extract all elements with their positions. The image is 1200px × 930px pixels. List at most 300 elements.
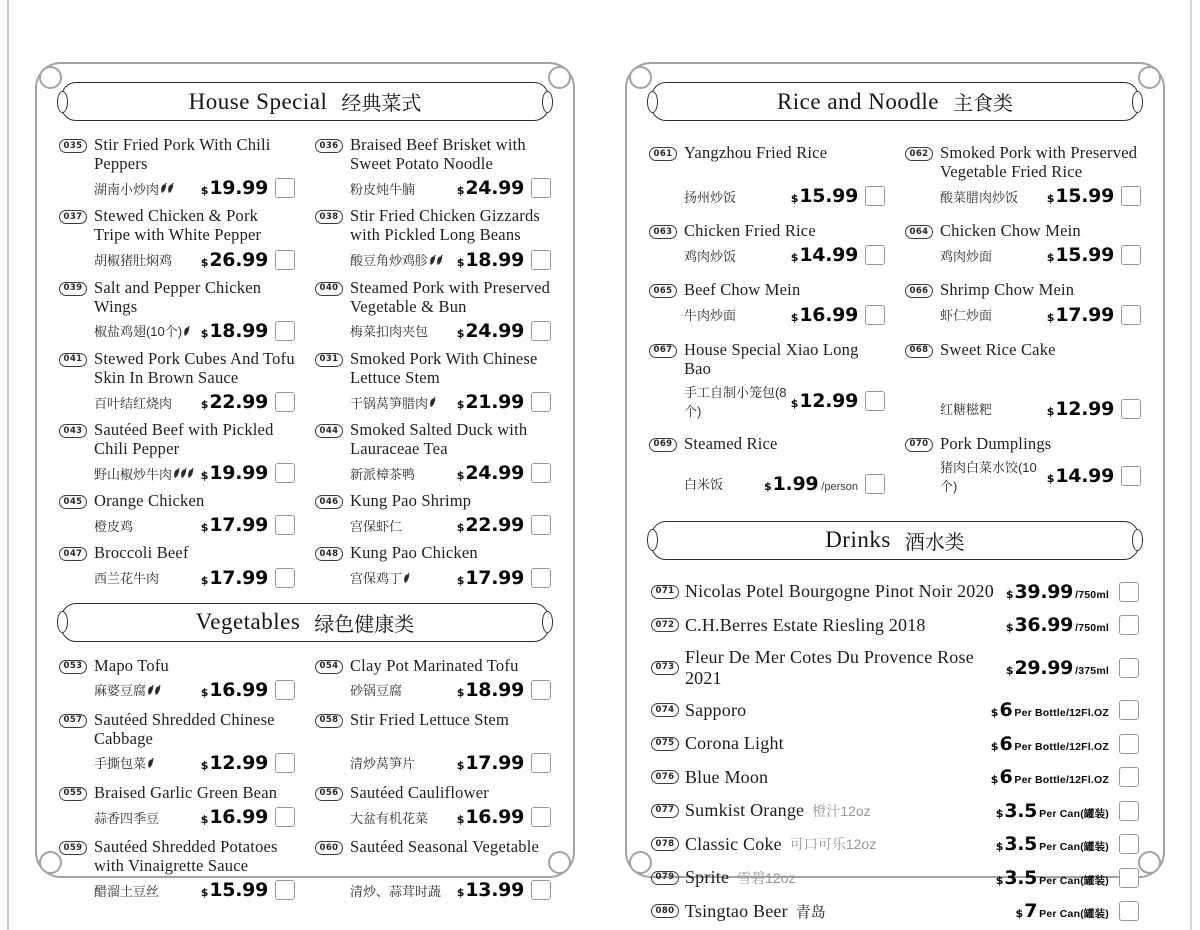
item-detail-row <box>350 748 551 774</box>
item-checkbox[interactable] <box>275 568 295 588</box>
drink-name: Corona Light <box>684 733 784 754</box>
section-header <box>651 82 1139 121</box>
item-number-badge: 065 <box>649 284 677 298</box>
item-checkbox[interactable] <box>531 680 551 700</box>
item-price <box>1047 398 1114 420</box>
drink-item <box>651 647 1139 689</box>
item-name-zh <box>94 881 201 900</box>
menu-item <box>59 837 295 901</box>
item-checkbox[interactable] <box>865 245 885 265</box>
item-number-badge: 044 <box>315 424 343 438</box>
menu-panel-right <box>625 62 1165 923</box>
item-name-zh <box>350 250 457 269</box>
section-title-zh: 主食类 <box>953 93 1014 115</box>
price-currency-symbol: $ <box>790 192 799 206</box>
menu-item-body <box>94 543 295 588</box>
item-detail-row <box>350 875 551 901</box>
item-checkbox[interactable] <box>1119 901 1139 921</box>
item-number-badge: 053 <box>59 660 87 674</box>
item-checkbox[interactable] <box>531 880 551 900</box>
item-checkbox[interactable] <box>1119 734 1139 754</box>
item-checkbox[interactable] <box>275 250 295 270</box>
item-checkbox[interactable] <box>275 178 295 198</box>
item-name: House Special Xiao Long Bao <box>683 339 859 378</box>
item-checkbox[interactable] <box>531 321 551 341</box>
price-currency-symbol: $ <box>1046 471 1055 485</box>
item-detail-row <box>94 875 295 901</box>
drink-item <box>651 698 1139 722</box>
section-title-zh: 酒水类 <box>904 531 965 554</box>
menu-item <box>59 349 295 413</box>
menu-item <box>315 420 551 484</box>
chili-pepper-icon <box>188 467 195 479</box>
item-detail-row <box>350 510 551 536</box>
item-checkbox[interactable] <box>531 250 551 270</box>
item-name: Mapo Tofu <box>93 655 169 675</box>
item-name-zh-text: 手工自制小笼包(8个) <box>683 384 787 419</box>
item-price <box>1047 185 1114 207</box>
menu-item <box>59 206 295 270</box>
item-name-zh <box>94 179 201 198</box>
drink-item <box>651 799 1139 823</box>
item-number-badge: 075 <box>651 737 679 751</box>
item-price <box>201 320 268 342</box>
item-name-zh <box>684 187 791 206</box>
item-checkbox[interactable] <box>275 463 295 483</box>
drink-name: C.H.Berres Estate Riesling 2018 <box>684 614 926 635</box>
item-price <box>457 514 524 536</box>
item-name: Sautéed Seasonal Vegetable <box>349 837 540 856</box>
item-checkbox[interactable] <box>531 463 551 483</box>
price-currency-symbol: $ <box>995 840 1004 854</box>
menu-item-body <box>350 491 551 536</box>
item-number-badge: 046 <box>315 495 343 509</box>
item-checkbox[interactable] <box>865 391 885 411</box>
item-price <box>457 567 524 589</box>
spice-level <box>161 182 175 194</box>
item-detail-row <box>94 173 295 199</box>
item-name-zh-text: 醋溜土豆丝 <box>93 883 159 899</box>
item-number-badge: 067 <box>649 344 677 358</box>
drinks-item-list <box>649 574 1141 924</box>
menu-item <box>315 491 551 536</box>
menu-item <box>315 543 551 588</box>
item-price <box>991 766 1109 788</box>
price-currency-symbol: $ <box>200 521 209 535</box>
item-number-badge: 031 <box>315 353 343 367</box>
item-name: Stewed Chicken & Pork Tripe with White Pepper <box>93 206 262 245</box>
price-currency-symbol: $ <box>200 685 209 699</box>
item-detail-row <box>94 245 295 271</box>
item-detail-row <box>350 458 551 484</box>
price-amount: 39.99 <box>1014 580 1074 603</box>
spice-level <box>404 572 411 584</box>
item-name-zh-text: 清炒、蒜茸时蔬 <box>349 883 441 899</box>
price-currency-symbol: $ <box>200 813 209 826</box>
drink-name-zh: 雪碧12oz <box>737 869 796 886</box>
drink-name: Sprite <box>684 867 730 888</box>
menu-item <box>59 783 295 828</box>
item-name: Pork Dumplings <box>939 433 1052 453</box>
item-price <box>201 249 268 271</box>
price-amount: 18.99 <box>465 678 524 701</box>
menu-item <box>905 221 1141 266</box>
menu-item-body <box>684 221 885 266</box>
item-name: Sweet Rice Cake <box>939 339 1056 359</box>
item-number-badge: 041 <box>59 353 87 367</box>
item-price <box>201 679 268 701</box>
item-checkbox[interactable] <box>275 392 295 412</box>
panel-corner-ornament <box>629 851 652 874</box>
item-checkbox[interactable] <box>1119 868 1139 888</box>
price-amount: 19.99 <box>209 462 268 485</box>
panel-corner-ornament <box>548 66 571 89</box>
section-rice-noodle <box>649 82 1141 495</box>
item-number-badge: 079 <box>651 871 679 885</box>
drink-name-zh: 青岛 <box>795 903 826 921</box>
item-price <box>201 752 268 774</box>
item-name-zh <box>350 393 457 412</box>
item-name-zh-text: 扬州炒饭 <box>683 189 736 205</box>
menu-item-body <box>684 280 885 325</box>
price-currency-symbol: $ <box>1046 251 1055 265</box>
price-amount: 16.99 <box>209 678 268 701</box>
item-detail-row <box>94 510 295 536</box>
menu-item <box>905 143 1141 207</box>
chili-pepper-icon <box>168 182 175 194</box>
menu-item-grid <box>649 135 1141 495</box>
item-checkbox[interactable] <box>275 880 295 900</box>
item-price <box>457 752 524 774</box>
drink-name-zh: 橙汁12oz <box>812 802 871 819</box>
item-name-zh-text: 梅菜扣肉夹包 <box>349 324 428 340</box>
item-checkbox[interactable] <box>275 515 295 535</box>
menu-item-body <box>94 278 295 342</box>
price-amount: 6 <box>999 732 1013 755</box>
price-amount: 14.99 <box>1055 464 1114 487</box>
item-price <box>457 177 524 199</box>
price-unit: Per Bottle/12Fl.OZ <box>1014 707 1109 720</box>
price-amount: 14.99 <box>799 244 858 267</box>
item-detail-row <box>940 240 1141 266</box>
item-checkbox[interactable] <box>1119 582 1139 602</box>
item-checkbox[interactable] <box>275 753 295 773</box>
item-price <box>991 733 1109 755</box>
menu-item-body <box>94 710 295 774</box>
item-checkbox[interactable] <box>1121 399 1141 419</box>
item-price <box>201 177 268 199</box>
price-amount: 6 <box>999 766 1013 789</box>
price-amount: 16.99 <box>209 806 268 828</box>
section-title-zh: 经典菜式 <box>341 93 422 115</box>
section-house-special <box>59 82 551 589</box>
item-checkbox[interactable] <box>1121 305 1141 325</box>
menu-item <box>649 280 885 325</box>
menu-item <box>59 710 295 774</box>
menu-item-body <box>940 434 1141 495</box>
item-name: Beef Chow Mein <box>683 280 801 300</box>
item-name-zh <box>684 474 764 493</box>
price-amount: 16.99 <box>465 806 524 828</box>
item-price <box>791 185 858 207</box>
item-checkbox[interactable] <box>1121 186 1141 206</box>
price-unit: /750ml <box>1075 588 1109 601</box>
item-name: Yangzhou Fried Rice <box>683 143 828 162</box>
item-name-zh-text: 牛肉炒面 <box>683 308 736 323</box>
price-amount: 12.99 <box>799 389 858 412</box>
item-name-zh-text: 红糖糍粑 <box>939 402 992 418</box>
item-checkbox[interactable] <box>1119 615 1139 635</box>
item-checkbox[interactable] <box>531 515 551 535</box>
item-price <box>201 879 268 901</box>
price-currency-symbol: $ <box>1005 621 1014 635</box>
item-checkbox[interactable] <box>275 321 295 341</box>
item-price <box>457 320 524 342</box>
item-name: Chicken Fried Rice <box>683 221 816 241</box>
item-price <box>201 391 268 413</box>
item-name-zh-text: 湖南小炒肉 <box>93 181 159 197</box>
price-amount: 16.99 <box>799 303 858 326</box>
item-name: Sautéed Shredded Chinese Cabbage <box>93 709 275 748</box>
price-unit: Per Bottle/12Fl.OZ <box>1014 774 1109 787</box>
section-title-zh: 绿色健康类 <box>314 613 415 636</box>
price-currency-symbol: $ <box>990 706 999 720</box>
item-name: Broccoli Beef <box>93 543 189 563</box>
price-amount: 24.99 <box>465 462 524 485</box>
menu-item-body <box>350 837 551 901</box>
item-number-badge: 054 <box>315 660 343 674</box>
menu-item <box>315 656 551 701</box>
item-name-zh-text: 百叶结红烧肉 <box>93 395 172 411</box>
item-number-badge: 060 <box>315 841 343 855</box>
price-currency-symbol: $ <box>1015 907 1024 921</box>
price-amount: 3.5 <box>1004 866 1038 889</box>
item-name: Braised Garlic Green Bean <box>93 782 278 802</box>
price-amount: 3.5 <box>1004 799 1038 822</box>
price-amount: 19.99 <box>209 177 268 200</box>
item-detail-row <box>94 458 295 484</box>
section-header <box>61 82 549 121</box>
item-name-zh-text: 鸡肉炒面 <box>939 248 992 264</box>
price-amount: 18.99 <box>209 319 268 342</box>
item-detail-row <box>350 802 551 828</box>
item-name: Stir Fried Chicken Gizzards with Pickled Long Beans <box>349 206 541 245</box>
price-unit: Per Can(罐装) <box>1039 908 1109 921</box>
section-header <box>61 603 549 642</box>
item-name-zh <box>94 464 201 483</box>
item-name-zh-text: 干锅莴笋腊肉 <box>349 395 428 411</box>
item-detail-row <box>350 563 551 589</box>
price-amount: 15.99 <box>1055 244 1114 267</box>
panel-corner-ornament <box>629 66 652 89</box>
item-number-badge: 063 <box>649 225 677 239</box>
menu-item-body <box>350 206 551 270</box>
menu-item-body <box>350 710 551 774</box>
item-checkbox[interactable] <box>531 568 551 588</box>
item-checkbox[interactable] <box>1119 658 1139 678</box>
page-edge-line-right <box>1190 0 1192 930</box>
item-checkbox[interactable] <box>1119 834 1139 854</box>
drink-name: Nicolas Potel Bourgogne Pinot Noir 2020 <box>684 581 994 602</box>
drink-item <box>651 832 1139 856</box>
item-name-zh-text: 麻婆豆腐 <box>93 683 146 699</box>
menu-item <box>649 221 885 266</box>
item-checkbox[interactable] <box>275 680 295 700</box>
menu-item <box>649 143 885 207</box>
spice-level <box>148 684 162 696</box>
item-name-zh <box>94 516 201 535</box>
menu-item-body <box>350 349 551 413</box>
price-currency-symbol: $ <box>1046 192 1055 206</box>
section-title-en: Vegetables <box>195 609 301 634</box>
drink-item <box>651 732 1139 756</box>
item-price <box>1006 614 1109 636</box>
item-price <box>1006 581 1109 603</box>
item-checkbox[interactable] <box>1119 700 1139 720</box>
item-name: Salt and Pepper Chicken Wings <box>93 277 262 316</box>
item-name-zh <box>350 321 457 340</box>
menu-item <box>315 837 551 901</box>
section-title-en: Drinks <box>825 527 891 553</box>
section-drinks <box>649 521 1141 924</box>
item-name: Sautéed Cauliflower <box>349 782 489 802</box>
item-number-badge: 057 <box>59 714 87 728</box>
item-detail-row <box>940 181 1141 207</box>
item-checkbox[interactable] <box>1119 767 1139 787</box>
price-unit: Per Can(罐装) <box>1039 841 1109 854</box>
menu-item <box>649 340 885 420</box>
menu-item-body <box>940 143 1141 207</box>
item-number-badge: 043 <box>59 424 87 438</box>
drink-item <box>651 899 1139 923</box>
item-name-zh-text: 西兰花牛肉 <box>93 571 159 586</box>
item-price <box>457 806 524 828</box>
menu-item <box>59 543 295 588</box>
item-number-badge: 047 <box>59 547 87 561</box>
drink-name-zh: 可口可乐12oz <box>789 836 877 853</box>
panel-corner-ornament <box>1138 851 1161 874</box>
item-name-zh <box>94 321 201 340</box>
item-number-badge: 048 <box>315 547 343 561</box>
item-name-zh <box>350 881 457 900</box>
price-currency-symbol: $ <box>790 251 799 265</box>
menu-item <box>315 206 551 270</box>
item-checkbox[interactable] <box>865 186 885 206</box>
price-currency-symbol: $ <box>1005 663 1014 677</box>
spice-level <box>430 396 437 408</box>
chili-pepper-icon <box>184 325 191 337</box>
price-amount: 24.99 <box>465 319 524 342</box>
price-currency-symbol: $ <box>995 806 1004 820</box>
menu-item <box>315 710 551 774</box>
price-currency-symbol: $ <box>456 469 465 483</box>
price-amount: 15.99 <box>209 879 268 902</box>
item-checkbox[interactable] <box>531 753 551 773</box>
price-currency-symbol: $ <box>200 398 209 411</box>
menu-item <box>59 420 295 484</box>
menu-item-body <box>94 656 295 701</box>
price-currency-symbol: $ <box>1046 310 1055 324</box>
item-name: Orange Chicken <box>93 491 205 511</box>
item-name-zh-text: 宫保虾仁 <box>349 518 402 534</box>
menu-item <box>315 349 551 413</box>
item-detail-row <box>684 300 885 326</box>
menu-item-body <box>94 206 295 270</box>
item-name-zh <box>94 250 201 269</box>
menu-item-body <box>350 135 551 199</box>
spice-level <box>174 467 195 479</box>
item-checkbox[interactable] <box>1121 466 1141 486</box>
drink-item <box>651 613 1139 637</box>
item-checkbox[interactable] <box>531 392 551 412</box>
item-detail-row <box>940 394 1141 420</box>
price-currency-symbol: $ <box>990 773 999 787</box>
menu-item <box>905 434 1141 495</box>
price-currency-symbol: $ <box>990 739 999 753</box>
item-price <box>457 249 524 271</box>
item-number-badge: 076 <box>651 770 679 784</box>
section-title-en: Rice and Noodle <box>776 88 940 114</box>
menu-item-body <box>940 340 1141 420</box>
item-name-zh <box>94 753 201 772</box>
item-name-zh-text: 野山椒炒牛肉 <box>93 466 172 482</box>
item-name: Stir Fried Pork With Chili Peppers <box>93 135 271 174</box>
price-unit: Per Can(罐装) <box>1039 807 1109 820</box>
item-checkbox[interactable] <box>1121 245 1141 265</box>
item-name: Stir Fried Lettuce Stem <box>349 709 509 729</box>
item-detail-row <box>684 469 885 495</box>
item-name-zh <box>940 457 1047 495</box>
item-detail-row <box>350 387 551 413</box>
price-currency-symbol: $ <box>200 255 209 269</box>
item-detail-row <box>350 675 551 701</box>
menu-item-body <box>350 656 551 701</box>
item-number-badge: 077 <box>651 804 679 818</box>
price-currency-symbol: $ <box>200 573 209 587</box>
item-detail-row <box>94 748 295 774</box>
menu-item-grid <box>59 656 551 902</box>
item-checkbox[interactable] <box>865 305 885 325</box>
spice-level <box>184 325 191 337</box>
item-name-zh <box>940 246 1047 265</box>
menu-item-body <box>940 221 1141 266</box>
item-detail-row <box>350 316 551 342</box>
drink-name: Blue Moon <box>684 766 769 787</box>
menu-item-grid <box>59 135 551 589</box>
item-checkbox[interactable] <box>1119 801 1139 821</box>
item-detail-row <box>350 245 551 271</box>
price-currency-symbol: $ <box>456 813 465 826</box>
item-name-zh-text: 酸豆角炒鸡胗 <box>349 253 428 268</box>
item-price <box>457 462 524 484</box>
item-number-badge: 070 <box>905 438 933 452</box>
item-detail-row <box>684 240 885 266</box>
item-name-zh-text: 橙皮鸡 <box>93 518 133 534</box>
price-currency-symbol: $ <box>1046 404 1055 418</box>
item-name-zh-text: 椒盐鸡翅(10个) <box>93 324 183 340</box>
item-price <box>1047 465 1114 487</box>
item-price <box>457 879 524 901</box>
item-name-zh <box>684 382 791 420</box>
item-checkbox[interactable] <box>531 178 551 198</box>
price-amount: 1.99 <box>772 472 819 495</box>
section-header <box>651 521 1139 560</box>
item-checkbox[interactable] <box>531 807 551 827</box>
price-amount: 12.99 <box>1055 397 1114 420</box>
item-checkbox[interactable] <box>865 474 885 494</box>
item-name-zh-text: 清炒莴笋片 <box>349 756 415 772</box>
item-checkbox[interactable] <box>275 807 295 827</box>
